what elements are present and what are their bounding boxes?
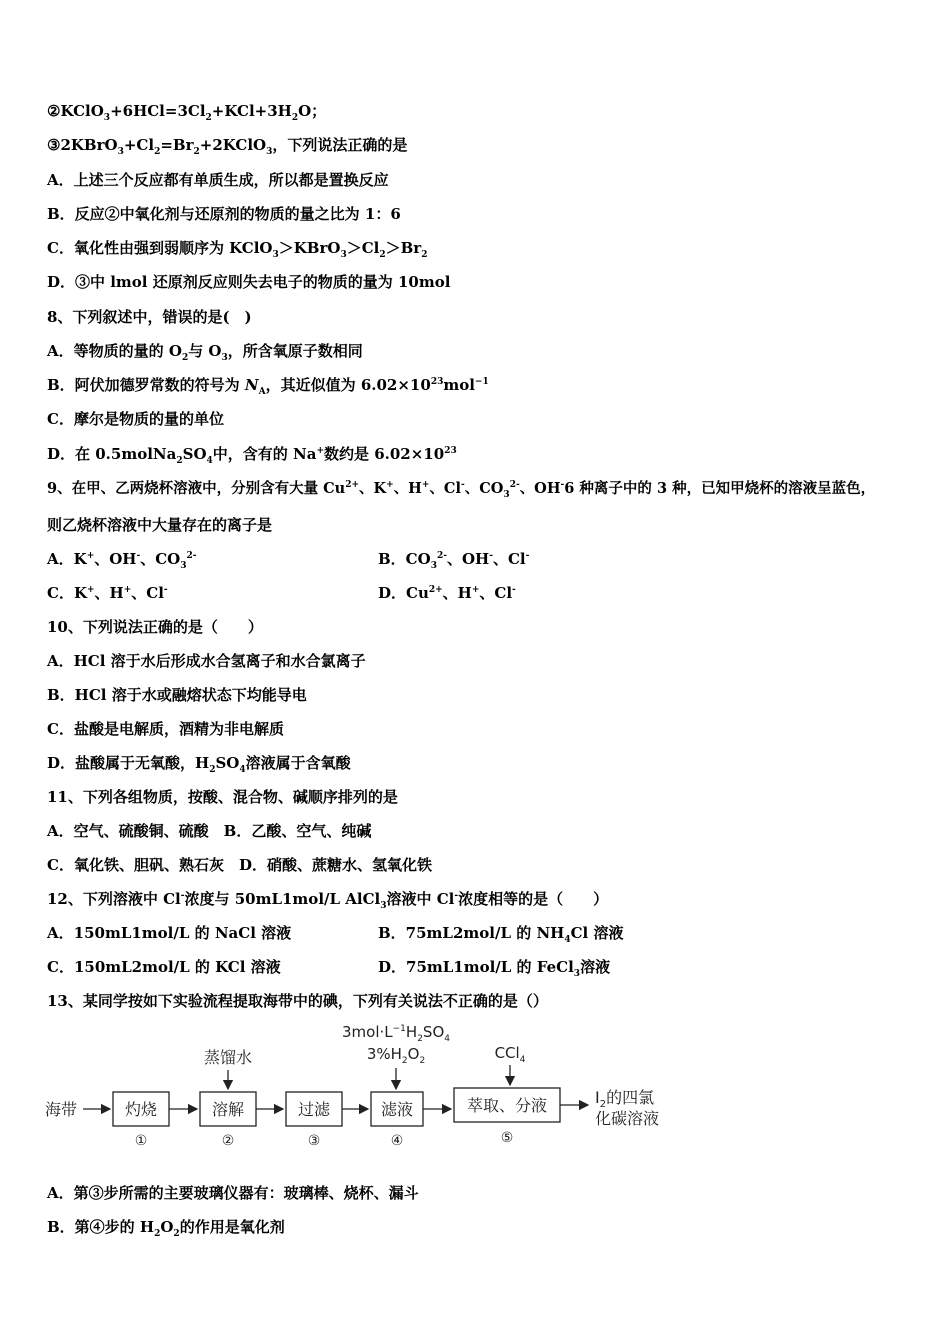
q13-option-b: B．第④步的 $H_2O_2$的作用是氧化剂 — [47, 1218, 285, 1239]
q10-option-d: D．盐酸属于无氧酸，$H_2SO_4$溶液属于含氧酸 — [47, 754, 351, 775]
q7-option-b: B．反应②中氧化剂与还原剂的物质的量之比为 1：6 — [47, 205, 401, 223]
q8-option-c: C．摩尔是物质的量的单位 — [47, 410, 224, 428]
q10-stem: 10、下列说法正确的是（ ） — [47, 618, 263, 636]
q8-stem: 8、下列叙述中，错误的是( ) — [47, 308, 252, 326]
q7-equation-2: $②KClO_3+6HCl=3Cl_2+KCl+3H_2O$； — [47, 102, 327, 123]
flow-water-label: 蒸馏水 — [203, 1048, 253, 1067]
q12-option-b: B．75mL2mol/L 的 $NH_4Cl$ 溶液 — [378, 924, 624, 945]
q9-option-d: D．$Cu^{2+}$、H+、Cl- — [378, 584, 516, 602]
q9-stem: 9、在甲、乙两烧杯溶液中，分别含有大量 $Cu^{2+}$、K+、H+、Cl-、$CO_3^{2-}$、OH-6 种离子中的 3 种，已知甲烧杯的溶液呈蓝色， — [47, 480, 876, 500]
q7-option-a: A．上述三个反应都有单质生成，所以都是置换反应 — [47, 171, 389, 189]
flow-step-2-num: ② — [221, 1133, 235, 1149]
flow-step-4-num: ④ — [390, 1133, 404, 1149]
q13-option-a: A．第③步所需的主要玻璃仪器有：玻璃棒、烧杯、漏斗 — [47, 1184, 419, 1202]
q9-option-b: B．$CO_3^{2-}$、OH-、Cl- — [378, 550, 530, 571]
flow-step-4-label: 滤液 — [380, 1100, 414, 1119]
q7-equation-3: $③2KBrO_3+Cl_2=Br_2+2KClO_3$，下列说法正确的是 — [47, 136, 408, 157]
flow-step-3-num: ③ — [307, 1133, 321, 1149]
q9-option-a: A．K+、OH-、$CO_3^{2-}$ — [47, 550, 197, 571]
q11-options-cd: C．氧化铁、胆矾、熟石灰 D．硝酸、蔗糖水、氢氧化铁 — [47, 856, 432, 874]
q8-option-b: B．阿伏加德罗常数的符号为 $N_A$，其近似值为 $6.02\times 10^{23}mol^{-1}$ — [47, 376, 489, 397]
flow-acid-label: $3mol\cdot L^{-1}H_2SO_4$ — [342, 1023, 450, 1044]
flow-step-1-num: ① — [134, 1133, 148, 1149]
q11-stem: 11、下列各组物质，按酸、混合物、碱顺序排列的是 — [47, 788, 398, 806]
iodine-extraction-flowchart — [40, 1018, 680, 1153]
flow-step-2-label: 溶解 — [211, 1100, 245, 1119]
flow-product-line2: 化碳溶液 — [595, 1109, 660, 1128]
flow-start-label: 海带 — [45, 1100, 78, 1119]
q8-option-a: A．等物质的量的 $O_2$与 $O_3$，所含氧原子数相同 — [47, 342, 363, 363]
q12-option-a: A．150mL1mol/L 的 NaCl 溶液 — [47, 924, 292, 942]
q10-option-b: B．HCl 溶于水或融熔状态下均能导电 — [47, 686, 307, 704]
q12-option-d: D．75mL1mol/L 的 FeCl$_3$溶液 — [378, 958, 611, 979]
q7-option-c: C．氧化性由强到弱顺序为 $KClO_3>KBrO_3>Cl_2>Br_2$ — [47, 239, 428, 260]
flow-step-5-num: ⑤ — [500, 1130, 514, 1146]
flow-ccl4-label: CCl$_4$ — [494, 1044, 526, 1065]
q12-option-c: C．150mL2mol/L 的 KCl 溶液 — [47, 958, 281, 976]
q11-options-ab: A．空气、硫酸铜、硫酸 B．乙酸、空气、纯碱 — [47, 822, 372, 840]
q8-option-d: D．在 $0.5molNa_2SO_4$中，含有的 Na+数约是 $6.02\times 10^{23}$ — [47, 445, 457, 466]
q9-option-c: C．K+、H+、Cl- — [47, 584, 168, 602]
q9-stem-line2: 则乙烧杯溶液中大量存在的离子是 — [47, 516, 273, 534]
flow-step-5-label: 萃取、分液 — [466, 1096, 548, 1115]
q7-option-d: D．③中 lmol 还原剂反应则失去电子的物质的量为 10mol — [47, 273, 451, 291]
q10-option-c: C．盐酸是电解质，酒精为非电解质 — [47, 720, 284, 738]
flow-product-line1: $I_2$的四氯 — [595, 1088, 655, 1110]
flow-h2o2-label: $3\%H_2O_2$ — [366, 1045, 426, 1066]
q13-stem: 13、某同学按如下实验流程提取海带中的碘，下列有关说法不正确的是（） — [47, 992, 548, 1010]
q12-stem: 12、下列溶液中 Cl-浓度与 50mL1mol/L AlCl$_3$溶液中 Cl-浓度相等的是（ ） — [47, 890, 609, 911]
flow-step-1-label: 灼烧 — [124, 1100, 158, 1119]
q10-option-a: A．HCl 溶于水后形成水合氢离子和水合氯离子 — [47, 652, 366, 670]
flow-step-3-label: 过滤 — [297, 1100, 331, 1119]
